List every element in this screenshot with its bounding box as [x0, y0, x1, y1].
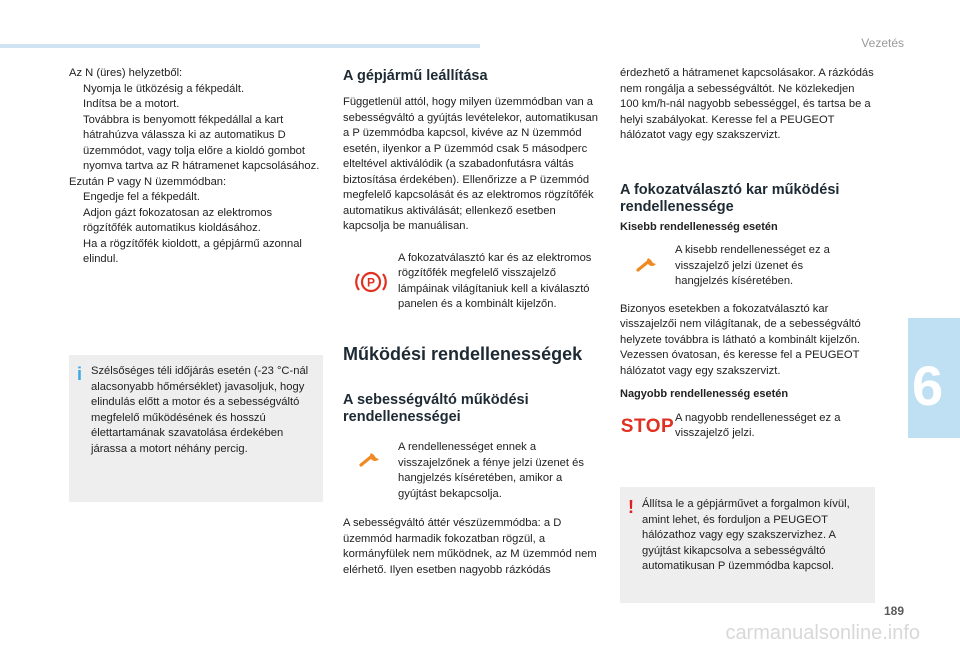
note-stop — [620, 411, 875, 442]
svg-text:P: P — [366, 275, 375, 289]
list-item: Engedje fel a fékpedált. — [83, 191, 200, 203]
info-text: Szélsőséges téli időjárás esetén (-23 °C-nál alacsonyabb hőmérséklet) javasoljuk, hogy elindulás előtt a motor és a sebességváltó megfelelő működésének és hosszú élettartamának szavatolása érdekében járassa a motort néhány percig. — [91, 365, 309, 455]
info-icon: i — [77, 364, 83, 384]
list-item: Nyomja le ütközésig a fékpedált. — [83, 82, 245, 95]
paragraph: Bizonyos esetekben a fokozatválasztó kar visszajelzői nem világítanak, de a sebességváltó helyzete továbbra is látható a kombinált kijelzőn. Vezessen óvatosan, és keresse fel a PEUGEOT hálózatot vagy egy szakszervizt. — [620, 302, 861, 377]
note-wrench — [620, 243, 875, 290]
list-item: Továbbra is benyomott fékpedállal a kart hátrahúzva válassza ki az automatikus D üzemmódot, vagy tolja előre a kioldó gombot nyomva tartva az R hátramenet kapcsolásához. — [83, 113, 320, 172]
watermark: carmanualsonline.info — [725, 622, 920, 644]
section-title: Vezetés — [861, 36, 904, 50]
wrench-icon — [635, 253, 661, 273]
chapter-number: 6 — [912, 354, 944, 417]
parking-brake-icon — [354, 269, 388, 295]
note-text: A fokozatválasztó kar és az elektromos rögzítőfék megfelelő visszajelző lámpáinak világítaniuk kell a kiválasztó panelen és a kombinált kijelzőn. — [398, 251, 592, 310]
column-1 — [69, 66, 324, 268]
note-text: A rendellenességet ennek a visszajelzőnek a fénye jelzi üzenet és hangjelzés kíséretében, amikor a gyújtást bekapcsolja. — [398, 441, 584, 500]
section-heading: A fokozatválasztó kar működési rendellenessége — [620, 181, 840, 215]
section-heading-stop: A gépjármű leállítása — [343, 68, 488, 84]
info-box — [69, 355, 323, 502]
stop-icon: STOP — [620, 415, 675, 437]
list-item: Ha a rögzítőfék kioldott, a gépjármű azonnal elindul. — [83, 237, 302, 265]
list-item: Indítsa be a motort. — [83, 98, 180, 110]
subheading-minor: Kisebb rendellenesség esetén — [620, 220, 778, 233]
warning-text: Állítsa le a gépjárművet a forgalmon kívül, amint lehet, és forduljon a PEUGEOT hálózathoz vagy egy szakszervizhez. A gyújtást kikapcsolva a sebességváltó automatikusan P üzemmódba kapcsol. — [642, 498, 850, 572]
wrench-icon — [358, 448, 384, 468]
subsection-heading: A sebességváltó működési rendellenességei — [343, 392, 529, 425]
note-text: A nagyobb rendellenességet ez a visszajelző jelzi. — [675, 411, 841, 439]
column-2 — [343, 66, 598, 578]
note-parking-brake — [343, 251, 598, 313]
intro-text: Az N (üres) helyzetből: — [69, 67, 183, 79]
chapter-tab — [908, 318, 960, 438]
paragraph: A sebességváltó áttér vészüzemmódba: a D üzemmód harmadik fokozatban rögzül, a kormányfülek nem működnek, az M üzemmód nem elérhető. Ilyen esetben nagyobb rázkódás — [343, 517, 597, 576]
list-item: Adjon gázt fokozatosan az elektromos rögzítőfék automatikus kioldásához. — [83, 206, 273, 234]
warning-icon: ! — [628, 497, 634, 517]
note-wrench — [343, 440, 598, 502]
header-rule — [0, 44, 480, 48]
page-number: 189 — [883, 604, 904, 618]
intro-text-2: Ezután P vagy N üzemmódban: — [69, 175, 227, 188]
warning-box — [620, 487, 875, 603]
column-3 — [620, 66, 875, 442]
subheading-major: Nagyobb rendellenesség esetén — [620, 388, 789, 400]
note-text: A kisebb rendellenességet ez a visszajelző jelzi üzenet és hangjelzés kíséretében. — [675, 244, 830, 287]
paragraph: érdezhető a hátramenet kapcsolásakor. A rázkódás nem rongálja a sebességváltót. Ne közlekedjen 100 km/h-nál nagyobb sebességgel, és tartsa be a helyi szabályokat. Keresse fel a PEUGEOT hálózatot vagy egy szakszervizt. — [620, 67, 874, 141]
section-heading-malfunctions: Működési rendellenességek — [343, 343, 583, 364]
paragraph: Függetlenül attól, hogy milyen üzemmódban van a sebességváltó a gyújtás levételekor, automatikusan a P üzemmódba kapcsol, kivéve az N üzemmód esetén, ilyenkor a P üzemmód csak 5 másodperc elteltével aktiválódik (a szabadonfutásra váltás biztosítása érdekében). Ellenőrizze a P üzemmód megfelelő kapcsolását és az elektromos rögzítőfék automatikus aktiválását; ellenkező esetben kapcsolja be manuálisan. — [343, 96, 598, 232]
